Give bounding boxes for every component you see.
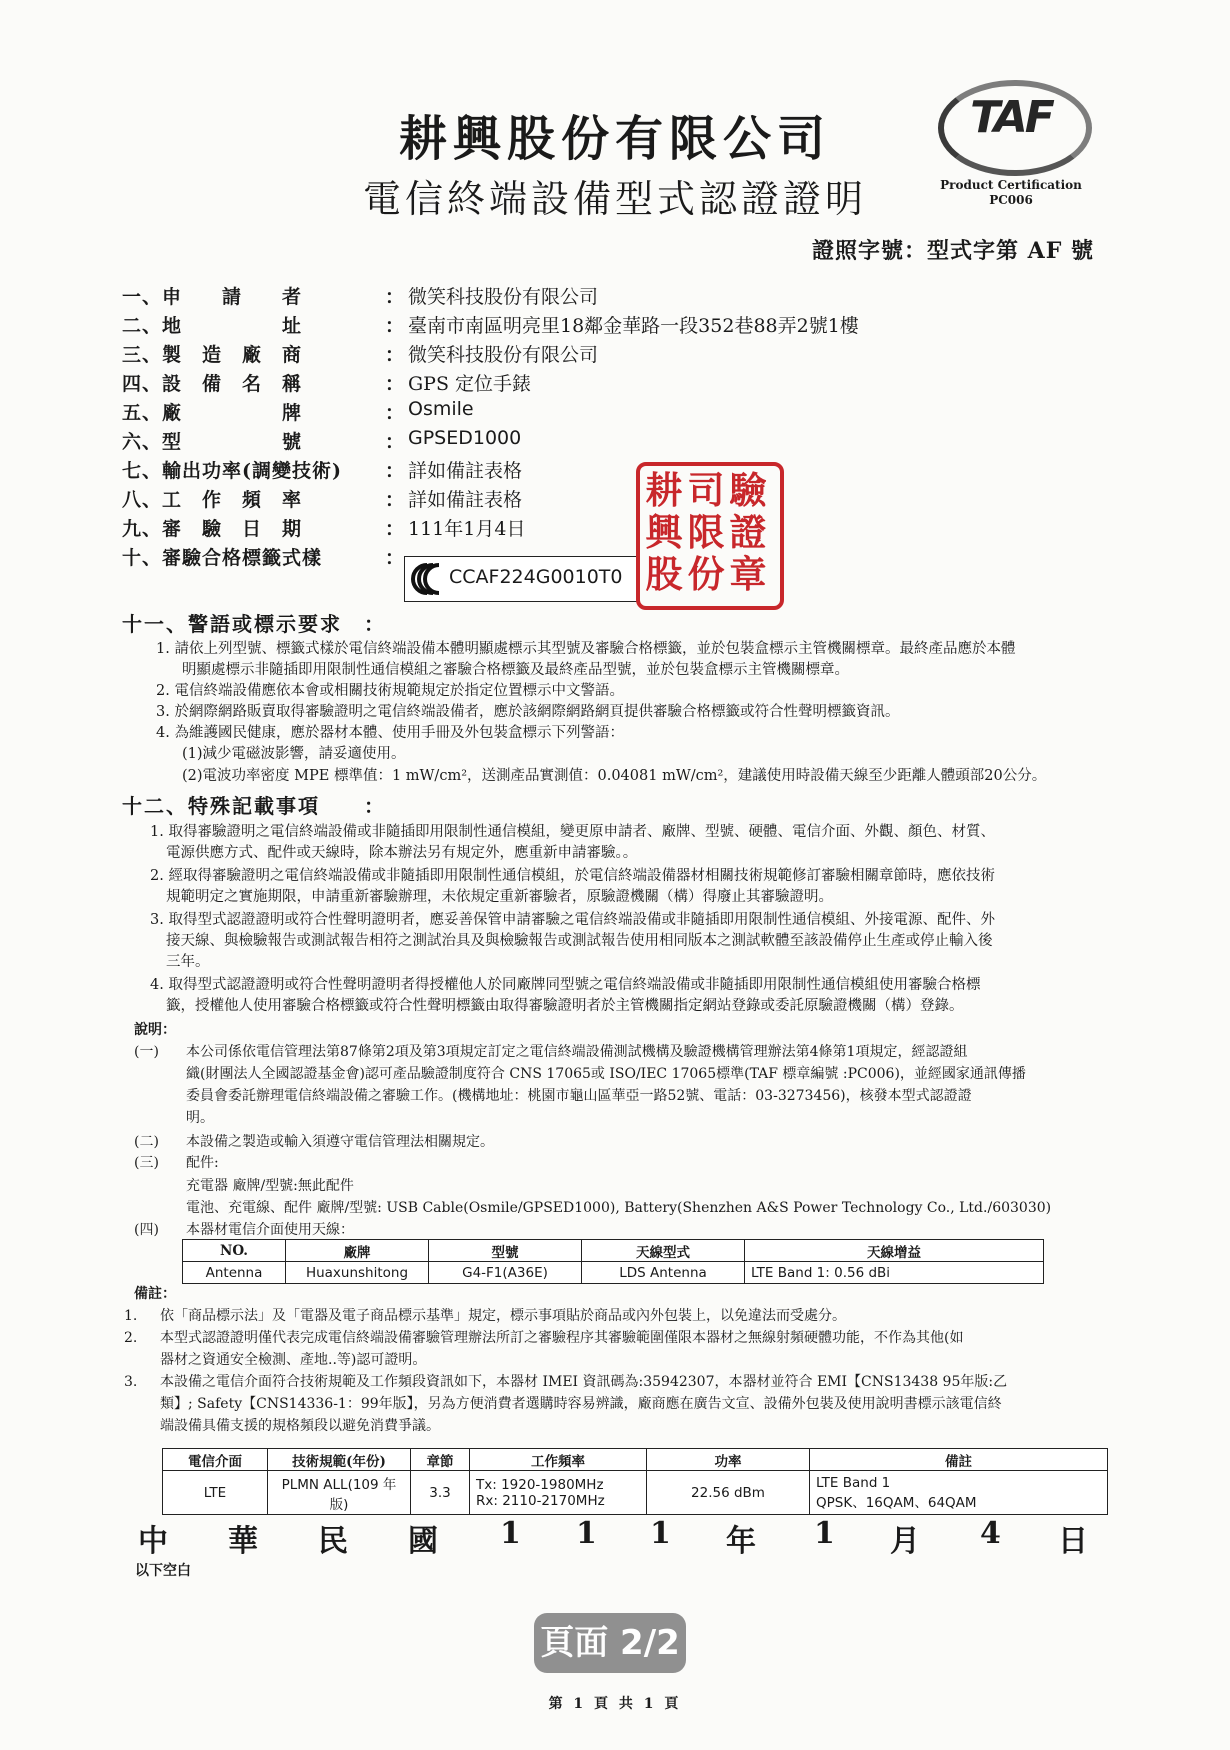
field-value: 詳如備註表格: [408, 460, 523, 482]
seal-char: 證: [729, 510, 767, 554]
tech-freq-tx: Tx: 1920-1980MHz: [476, 1476, 604, 1493]
field-colon: ：: [385, 344, 405, 366]
table-row: [163, 1471, 1108, 1515]
tech-note-band: LTE Band 1: [816, 1474, 891, 1491]
seal-char: 耕: [645, 468, 683, 512]
table-row: [183, 1262, 1044, 1284]
tech-col-spec: 技術規範(年份): [268, 1449, 411, 1471]
note-3-mark: (三): [134, 1155, 159, 1171]
note-4-text: 本器材電信介面使用天線：: [186, 1222, 354, 1238]
issue-date: [138, 1516, 1094, 1559]
remarks-heading: 備註：: [134, 1286, 176, 1302]
taf-logo-text: TAF: [970, 92, 1052, 143]
tech-spec-table: [162, 1448, 1108, 1515]
sec11-item: 2. 電信終端設備應依本會或相關技術規範規定於指定位置標示中文警語。: [156, 683, 624, 699]
seal-char: 興: [645, 510, 683, 554]
field-label: 一、申 請 者: [122, 286, 303, 308]
antenna-cell: G4-F1(A36E): [429, 1262, 582, 1284]
antenna-col-type: 天線型式: [582, 1240, 745, 1262]
remark-3-line: 本設備之電信介面符合技術規範及工作頻段資訊如下，本器材 IMEI 資訊碼為:35942307，本器材並符合 EMI【CNS13438 95年版:乙: [160, 1374, 1008, 1390]
sec12-item: 2. 經取得審驗證明之電信終端設備或非隨插即用限制性通信模組，於電信終端設備器材相關技術規範修訂審驗相關章節時，應依技術: [150, 868, 995, 884]
field-colon: ：: [385, 518, 405, 540]
field-value: 微笑科技股份有限公司: [408, 286, 599, 308]
field-value: 微笑科技股份有限公司: [408, 344, 599, 366]
note-2-text: 本設備之製造或輸入須遵守電信管理法相關規定。: [186, 1134, 494, 1150]
note-1-line: 明。: [186, 1110, 214, 1126]
field-colon: ：: [385, 431, 405, 453]
seal-char: 份: [687, 552, 725, 596]
antenna-cell: Huaxunshitong: [286, 1262, 429, 1284]
antenna-table-header: [183, 1240, 1044, 1262]
sec12-item: 1. 取得審驗證明之電信終端設備或非隨插即用限制性通信模組，變更原申請者、廠牌、型號、硬體、電信介面、外觀、顏色、材質、: [150, 824, 995, 840]
section-12-title: 十二、特殊記載事項 ：: [122, 794, 386, 818]
antenna-table: [182, 1239, 1044, 1284]
field-value: Osmile: [408, 398, 474, 420]
taf-caption: [932, 178, 1090, 208]
field-colon: ：: [385, 489, 405, 511]
tech-col-power: 功率: [647, 1449, 810, 1471]
sec12-item: 電源供應方式、配件或天線時，除本辦法另有規定外，應重新申請審驗。。: [166, 845, 638, 861]
date-char: 1: [576, 1516, 597, 1551]
field-label: 八、工 作 頻 率: [122, 489, 303, 511]
note-1-line: 本公司係依電信管理法第87條第2項及第3項規定訂定之電信終端設備測試機構及驗證機構管理辦法第4條第1項規定，經認證組: [186, 1044, 968, 1060]
date-char: 1: [650, 1516, 671, 1551]
page-indicator-badge: 頁面 2/2: [534, 1613, 686, 1673]
field-label: 九、審 驗 日 期: [122, 518, 303, 540]
field-label: 二、地 址: [122, 315, 303, 337]
note-3-accessories: 電池、充電線、配件 廠牌/型號: USB Cable(Osmile/GPSED1000), Battery(Shenzhen A&S Power Technology Co., Ltd./603030): [186, 1200, 1052, 1216]
company-seal-stamp: [636, 462, 784, 610]
date-char: 年: [726, 1524, 756, 1559]
remark-2-line: 器材之資通安全檢測、產地..等)認可證明。: [160, 1352, 427, 1368]
page-footer: 第 1 頁 共 1 頁: [548, 1696, 682, 1712]
tech-col-frequency: 工作頻率: [470, 1449, 647, 1471]
tech-cell-frequency: [470, 1471, 647, 1515]
field-label: 五、廠 牌: [122, 402, 303, 424]
seal-char: 驗: [729, 468, 767, 512]
note-4-mark: (四): [134, 1222, 159, 1238]
remark-3-mark: 3.: [124, 1374, 138, 1390]
seal-char: 章: [729, 552, 767, 596]
field-value: 111年1月4日: [408, 518, 526, 540]
tech-col-note: 備註: [810, 1449, 1108, 1471]
date-char: 1: [814, 1516, 835, 1551]
remark-2-mark: 2.: [124, 1330, 138, 1346]
note-2-mark: (二): [134, 1134, 159, 1150]
section-11-title: 十一、警語或標示要求 ：: [122, 612, 386, 636]
tech-col-interface: 電信介面: [163, 1449, 268, 1471]
note-3-text: 配件:: [186, 1155, 219, 1171]
date-char: 中: [138, 1524, 168, 1559]
field-value: 臺南市南區明亮里18鄰金華路一段352巷88弄2號1樓: [408, 315, 859, 337]
seal-char: 股: [645, 552, 683, 596]
tech-cell-note: [810, 1471, 1108, 1515]
sec12-item: 規範明定之實施期限，申請重新審驗辦理，未依規定重新審驗者，原驗證機關（構）得廢止其審驗證明。: [166, 889, 833, 905]
tech-cell-spec: PLMN ALL(109 年版): [268, 1471, 411, 1515]
sec12-item: 籤，授權他人使用審驗合格標籤或符合性聲明標籤由取得審驗證明者於主管機關指定網站登錄或委託原驗證機關（構）登錄。: [166, 998, 964, 1014]
seal-characters: [643, 469, 769, 595]
remark-3-line: 端設備具備支援的規格頻段以避免消費爭議。: [160, 1418, 440, 1434]
certificate-number: 證照字號：型式字第 AF 號: [811, 238, 1094, 264]
field-label: 四、設 備 名 稱: [122, 373, 303, 395]
antenna-col-brand: 廠牌: [286, 1240, 429, 1262]
seal-char: 限: [687, 510, 725, 554]
field-value: GPSED1000: [408, 427, 522, 449]
date-char: 4: [980, 1516, 1001, 1551]
antenna-cell: LTE Band 1: 0.56 dBi: [745, 1262, 1044, 1284]
note-1-line: 委員會委託辦理電信終端設備之審驗工作。(機構地址：桃園市龜山區華亞一路52號、電話：03-3273456)，核發本型式認證證: [186, 1088, 972, 1104]
note-1-mark: (一): [134, 1044, 159, 1060]
sec11-item: 4. 為維護國民健康，應於器材本體、使用手冊及外包裝盒標示下列警語：: [156, 725, 624, 741]
field-label: 十、審驗合格標籤式樣: [122, 547, 323, 569]
tech-freq-rx: Rx: 2110-2170MHz: [476, 1492, 605, 1509]
tech-col-chapter: 章節: [411, 1449, 470, 1471]
field-label: 六、型 號: [122, 431, 303, 453]
sec11-item: (1)減少電磁波影響，請妥適使用。: [182, 746, 406, 762]
approval-label-sample: [404, 556, 638, 602]
field-label: 三、製 造 廠 商: [122, 344, 303, 366]
field-colon: ：: [385, 460, 405, 482]
remark-2-line: 本型式認證證明僅代表完成電信終端設備審驗管理辦法所訂之審驗程序其審驗範圍僅限本器材之無線射頻硬體功能，不作為其他(如: [160, 1330, 964, 1346]
tech-note-modulation: QPSK、16QAM、64QAM: [816, 1494, 977, 1511]
tech-cell-power: 22.56 dBm: [647, 1471, 810, 1515]
field-value: 詳如備註表格: [408, 489, 523, 511]
field-colon: ：: [385, 286, 405, 308]
tech-table-header: [163, 1449, 1108, 1471]
taf-caption-line1: Product Certification: [940, 178, 1082, 192]
tech-cell-interface: LTE: [163, 1471, 268, 1515]
date-char: 國: [408, 1524, 438, 1559]
company-name: 耕興股份有限公司: [398, 111, 831, 167]
field-colon: ：: [385, 373, 405, 395]
remark-3-line: 類】; Safety【CNS14336-1：99年版】，另為方便消費者選購時容易辨識，廠商應在廣告文宣、設備外包裝及使用說明書標示該電信終: [160, 1396, 1002, 1412]
antenna-cell: Antenna: [183, 1262, 286, 1284]
taf-caption-line2: PC006: [989, 193, 1033, 207]
sec11-item: 1. 請依上列型號、標籤式樣於電信終端設備本體明顯處標示其型號及審驗合格標籤，並於包裝盒標示主管機關標章。最終產品應於本體: [156, 641, 1016, 657]
sec11-item: (2)電波功率密度 MPE 標準值：1 mW/cm²，送測產品實測值：0.04081 mW/cm²，建議使用時設備天線至少距離人體頭部20公分。: [182, 768, 1047, 784]
note-3-charger: 充電器 廠牌/型號:無此配件: [186, 1178, 354, 1194]
note-1-line: 織(財團法人全國認證基金會)認可產品驗證制度符合 CNS 17065或 ISO/IEC 17065標準(TAF 標章編號 :PC006)，並經國家通訊傳播: [186, 1066, 1026, 1082]
date-char: 1: [500, 1516, 521, 1551]
seal-char: 司: [687, 468, 725, 512]
sec12-item: 3. 取得型式認證證明或符合性聲明證明者，應妥善保管申請審驗之電信終端設備或非隨插即用限制性通信模組、外接電源、配件、外: [150, 912, 995, 928]
approval-code: CCAF224G0010T0: [449, 566, 623, 588]
tech-cell-chapter: 3.3: [411, 1471, 470, 1515]
remark-1-mark: 1.: [124, 1308, 138, 1324]
antenna-col-gain: 天線增益: [745, 1240, 1044, 1262]
antenna-col-no: NO.: [183, 1240, 286, 1262]
date-char: 月: [890, 1524, 920, 1559]
taf-logo: [932, 72, 1090, 210]
field-label: 七、輸出功率(調變技術): [122, 460, 342, 482]
sec11-item: 明顯處標示非隨插即用限制性通信模組之審驗合格標籤及最終產品型號，並於包裝盒標示主管機關標章。: [182, 662, 849, 678]
date-char: 日: [1058, 1524, 1088, 1559]
sec11-item: 3. 於網際網路販賣取得審驗證明之電信終端設備者，應於該網際網路網頁提供審驗合格標籤或符合性聲明標籤資訊。: [156, 704, 900, 720]
date-char: 民: [318, 1524, 348, 1559]
antenna-col-model: 型號: [429, 1240, 582, 1262]
field-colon: ：: [385, 402, 405, 424]
field-value: GPS 定位手錶: [408, 373, 532, 395]
field-colon: ：: [385, 547, 405, 569]
remark-1-text: 依「商品標示法」及「電器及電子商品標示基準」規定，標示事項貼於商品或內外包裝上，以免違法而受處分。: [160, 1308, 846, 1324]
notes-heading: 說明：: [134, 1022, 176, 1038]
ncc-logo-icon: [411, 562, 445, 596]
sec12-item: 三年。: [166, 954, 210, 970]
sec12-item: 接天線、與檢驗報告或測試報告相符之測試治具及與檢驗報告或測試報告使用相同版本之測試軟體至該設備停止生產或停止輸入後: [166, 933, 993, 949]
sec12-item: 4. 取得型式認證證明或符合性聲明證明者得授權他人於同廠牌同型號之電信終端設備或非隨插即用限制性通信模組使用審驗合格標: [150, 977, 981, 993]
antenna-cell: LDS Antenna: [582, 1262, 745, 1284]
field-colon: ：: [385, 315, 405, 337]
certificate-title: 電信終端設備型式認證證明: [362, 177, 867, 221]
blank-below-note: 以下空白: [135, 1563, 191, 1579]
date-char: 華: [228, 1524, 258, 1559]
